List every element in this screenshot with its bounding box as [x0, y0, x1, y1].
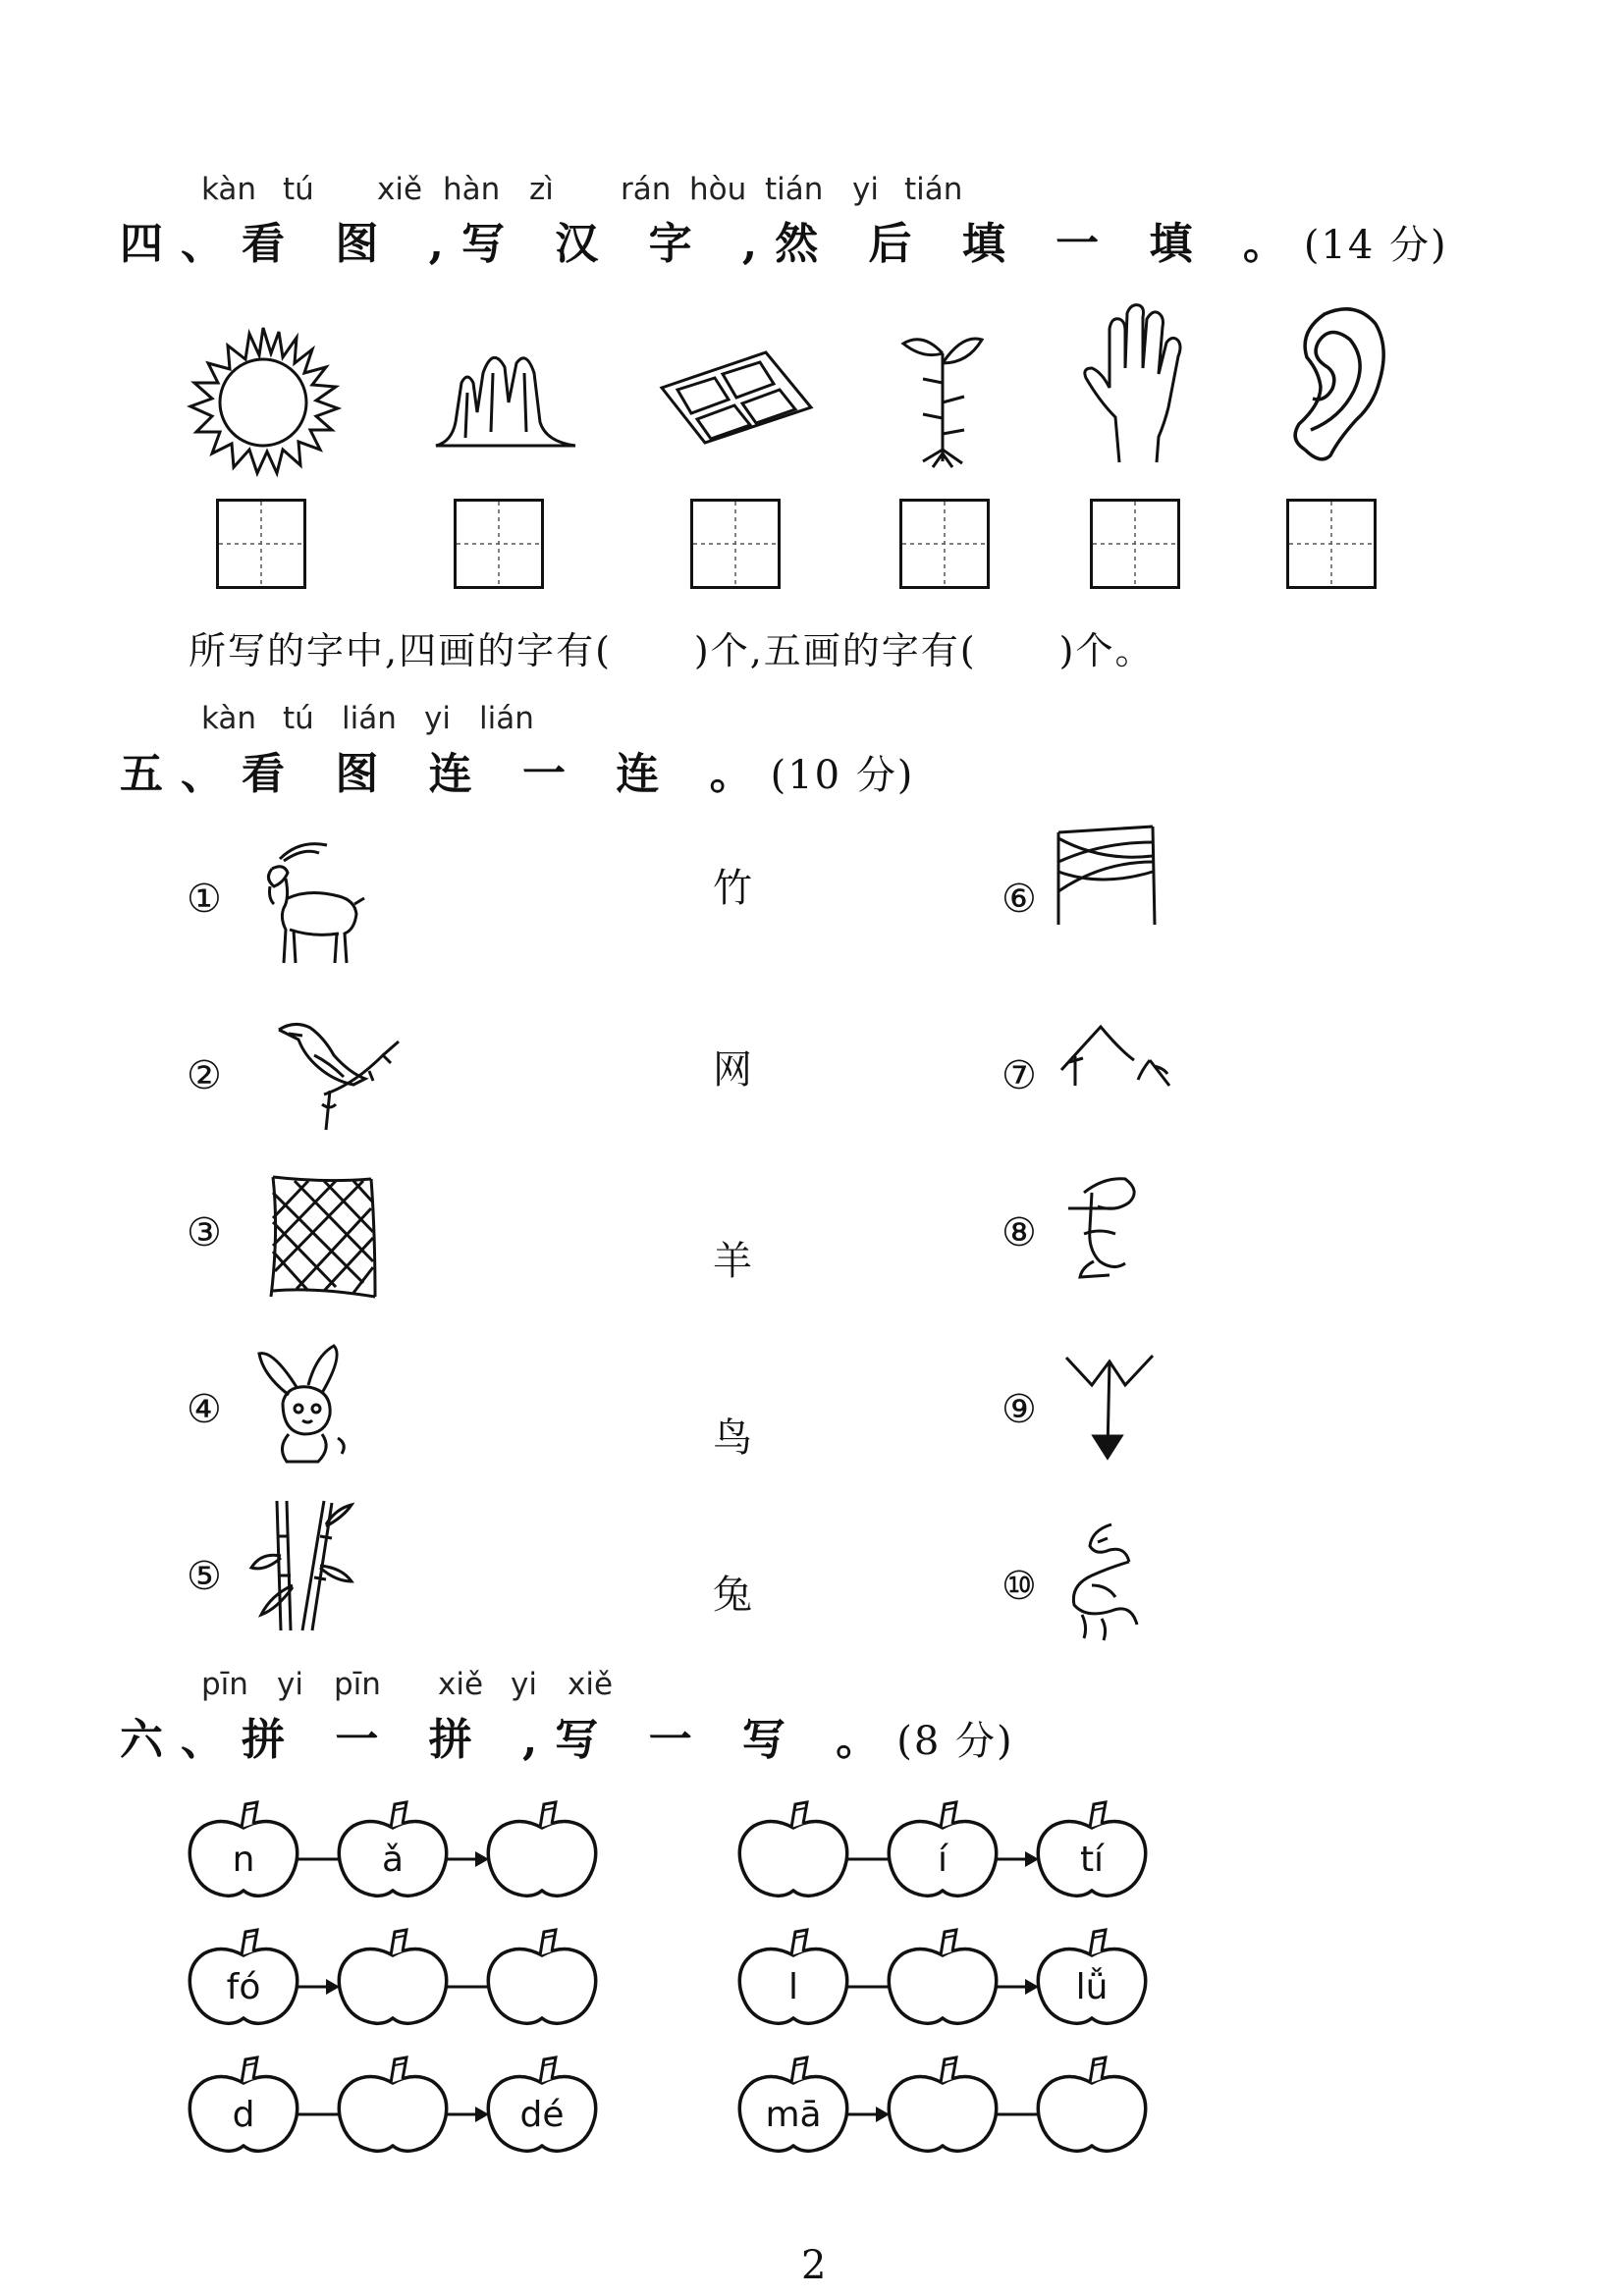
- apple-chain: [189, 2057, 595, 2151]
- apple-chain: [739, 1802, 1145, 1896]
- apple-chain: [739, 2057, 1145, 2151]
- hanzi-option[interactable]: 网: [713, 1047, 752, 1093]
- apple-syllable: l: [787, 1967, 799, 2007]
- apple-syllable: dé: [519, 2095, 565, 2135]
- hanzi-option[interactable]: 竹: [713, 866, 752, 911]
- pinyin: kàn: [201, 701, 257, 736]
- apple-syllable: ǎ: [381, 1840, 405, 1880]
- apple-icon: [189, 2057, 297, 2151]
- pinyin: yi: [852, 172, 879, 207]
- pinyin: pīn: [334, 1667, 381, 1702]
- pinyin: lián: [342, 701, 397, 736]
- pinyin: rán: [621, 172, 672, 207]
- pinyin: pīn: [201, 1667, 248, 1702]
- apple-syllable: n: [232, 1840, 255, 1880]
- item-number: ⑩: [1001, 1564, 1037, 1609]
- pinyin: kàn: [201, 172, 257, 207]
- apple-chain: [189, 1930, 595, 2023]
- pinyin: yi: [424, 701, 451, 736]
- item-number: ⑥: [1001, 877, 1037, 922]
- apple-icon[interactable]: [889, 1930, 996, 2023]
- pinyin: xiě: [568, 1667, 614, 1702]
- item-number: ②: [187, 1053, 222, 1098]
- section5-score: (10 分): [770, 753, 915, 798]
- item-number: ③: [187, 1210, 222, 1255]
- section4-title: 四、看 图 ,写 汉 字 ,然 后 填 一 填 。(14 分): [120, 219, 1448, 269]
- apple-chain: [189, 1802, 595, 1896]
- apple-icon: [739, 2057, 846, 2151]
- item-number: ⑦: [1001, 1053, 1037, 1098]
- section4-score: (14 分): [1303, 223, 1448, 268]
- item-number: ⑨: [1001, 1387, 1037, 1432]
- apple-icon[interactable]: [488, 1802, 595, 1896]
- apple-icon: [339, 1802, 446, 1896]
- apple-syllable: lǚ: [1075, 1967, 1109, 2007]
- pinyin: xiě: [377, 172, 423, 207]
- arrow-icon: [446, 2107, 489, 2122]
- apple-icon[interactable]: [889, 2057, 996, 2151]
- apple-icon: [1038, 1802, 1145, 1896]
- item-number: ④: [187, 1387, 222, 1432]
- apple-syllable: mā: [765, 2095, 822, 2135]
- apple-syllable: d: [232, 2095, 255, 2135]
- apple-icon[interactable]: [339, 1930, 446, 2023]
- section6-score: (8 分): [896, 1719, 1014, 1764]
- pinyin: tú: [283, 701, 314, 736]
- arrow-icon: [846, 2107, 890, 2122]
- sentence-part: )个,五画的字有(: [693, 629, 977, 672]
- arrow-icon: [996, 1851, 1039, 1867]
- pinyin: hàn: [443, 172, 501, 207]
- apple-icon: [739, 1930, 846, 2023]
- sentence-part: )个。: [1058, 629, 1155, 672]
- arrow-icon: [297, 1979, 340, 1995]
- pinyin: yi: [277, 1667, 303, 1702]
- apple-icon[interactable]: [1038, 2057, 1145, 2151]
- item-number: ①: [187, 877, 222, 922]
- apple-icon[interactable]: [488, 1930, 595, 2023]
- apple-icon: [189, 1930, 297, 2023]
- apple-icon: [889, 1802, 996, 1896]
- pinyin: tián: [765, 172, 824, 207]
- apple-icon: [1038, 1930, 1145, 2023]
- arrow-icon: [446, 1851, 489, 1867]
- apple-icon: [488, 2057, 595, 2151]
- pinyin: zì: [529, 172, 554, 207]
- section5-title: 五、看 图 连 一 连 。(10 分): [120, 749, 915, 799]
- item-number: ⑤: [187, 1554, 222, 1599]
- page-number: 2: [801, 2243, 827, 2288]
- hanzi-option[interactable]: 鸟: [713, 1415, 752, 1461]
- arrow-icon: [996, 1979, 1039, 1995]
- apple-icon[interactable]: [739, 1802, 846, 1896]
- pinyin: xiě: [438, 1667, 484, 1702]
- section6-title: 六、拼 一 拼 ,写 一 写 。(8 分): [120, 1715, 1014, 1765]
- item-number: ⑧: [1001, 1210, 1037, 1255]
- apple-icon: [189, 1802, 297, 1896]
- pinyin: lián: [479, 701, 534, 736]
- pinyin: tián: [904, 172, 963, 207]
- apple-syllable: tí: [1079, 1840, 1105, 1880]
- hanzi-option[interactable]: 兔: [713, 1573, 752, 1618]
- sentence-part: 所写的字中,四画的字有(: [189, 629, 612, 672]
- apple-chain: [739, 1930, 1145, 2023]
- pinyin: yi: [511, 1667, 537, 1702]
- apple-syllable: fó: [226, 1967, 261, 2007]
- pinyin: tú: [283, 172, 314, 207]
- apple-icon[interactable]: [339, 2057, 446, 2151]
- hanzi-option[interactable]: 羊: [713, 1239, 752, 1284]
- pinyin: hòu: [689, 172, 747, 207]
- apple-syllable: í: [937, 1840, 948, 1880]
